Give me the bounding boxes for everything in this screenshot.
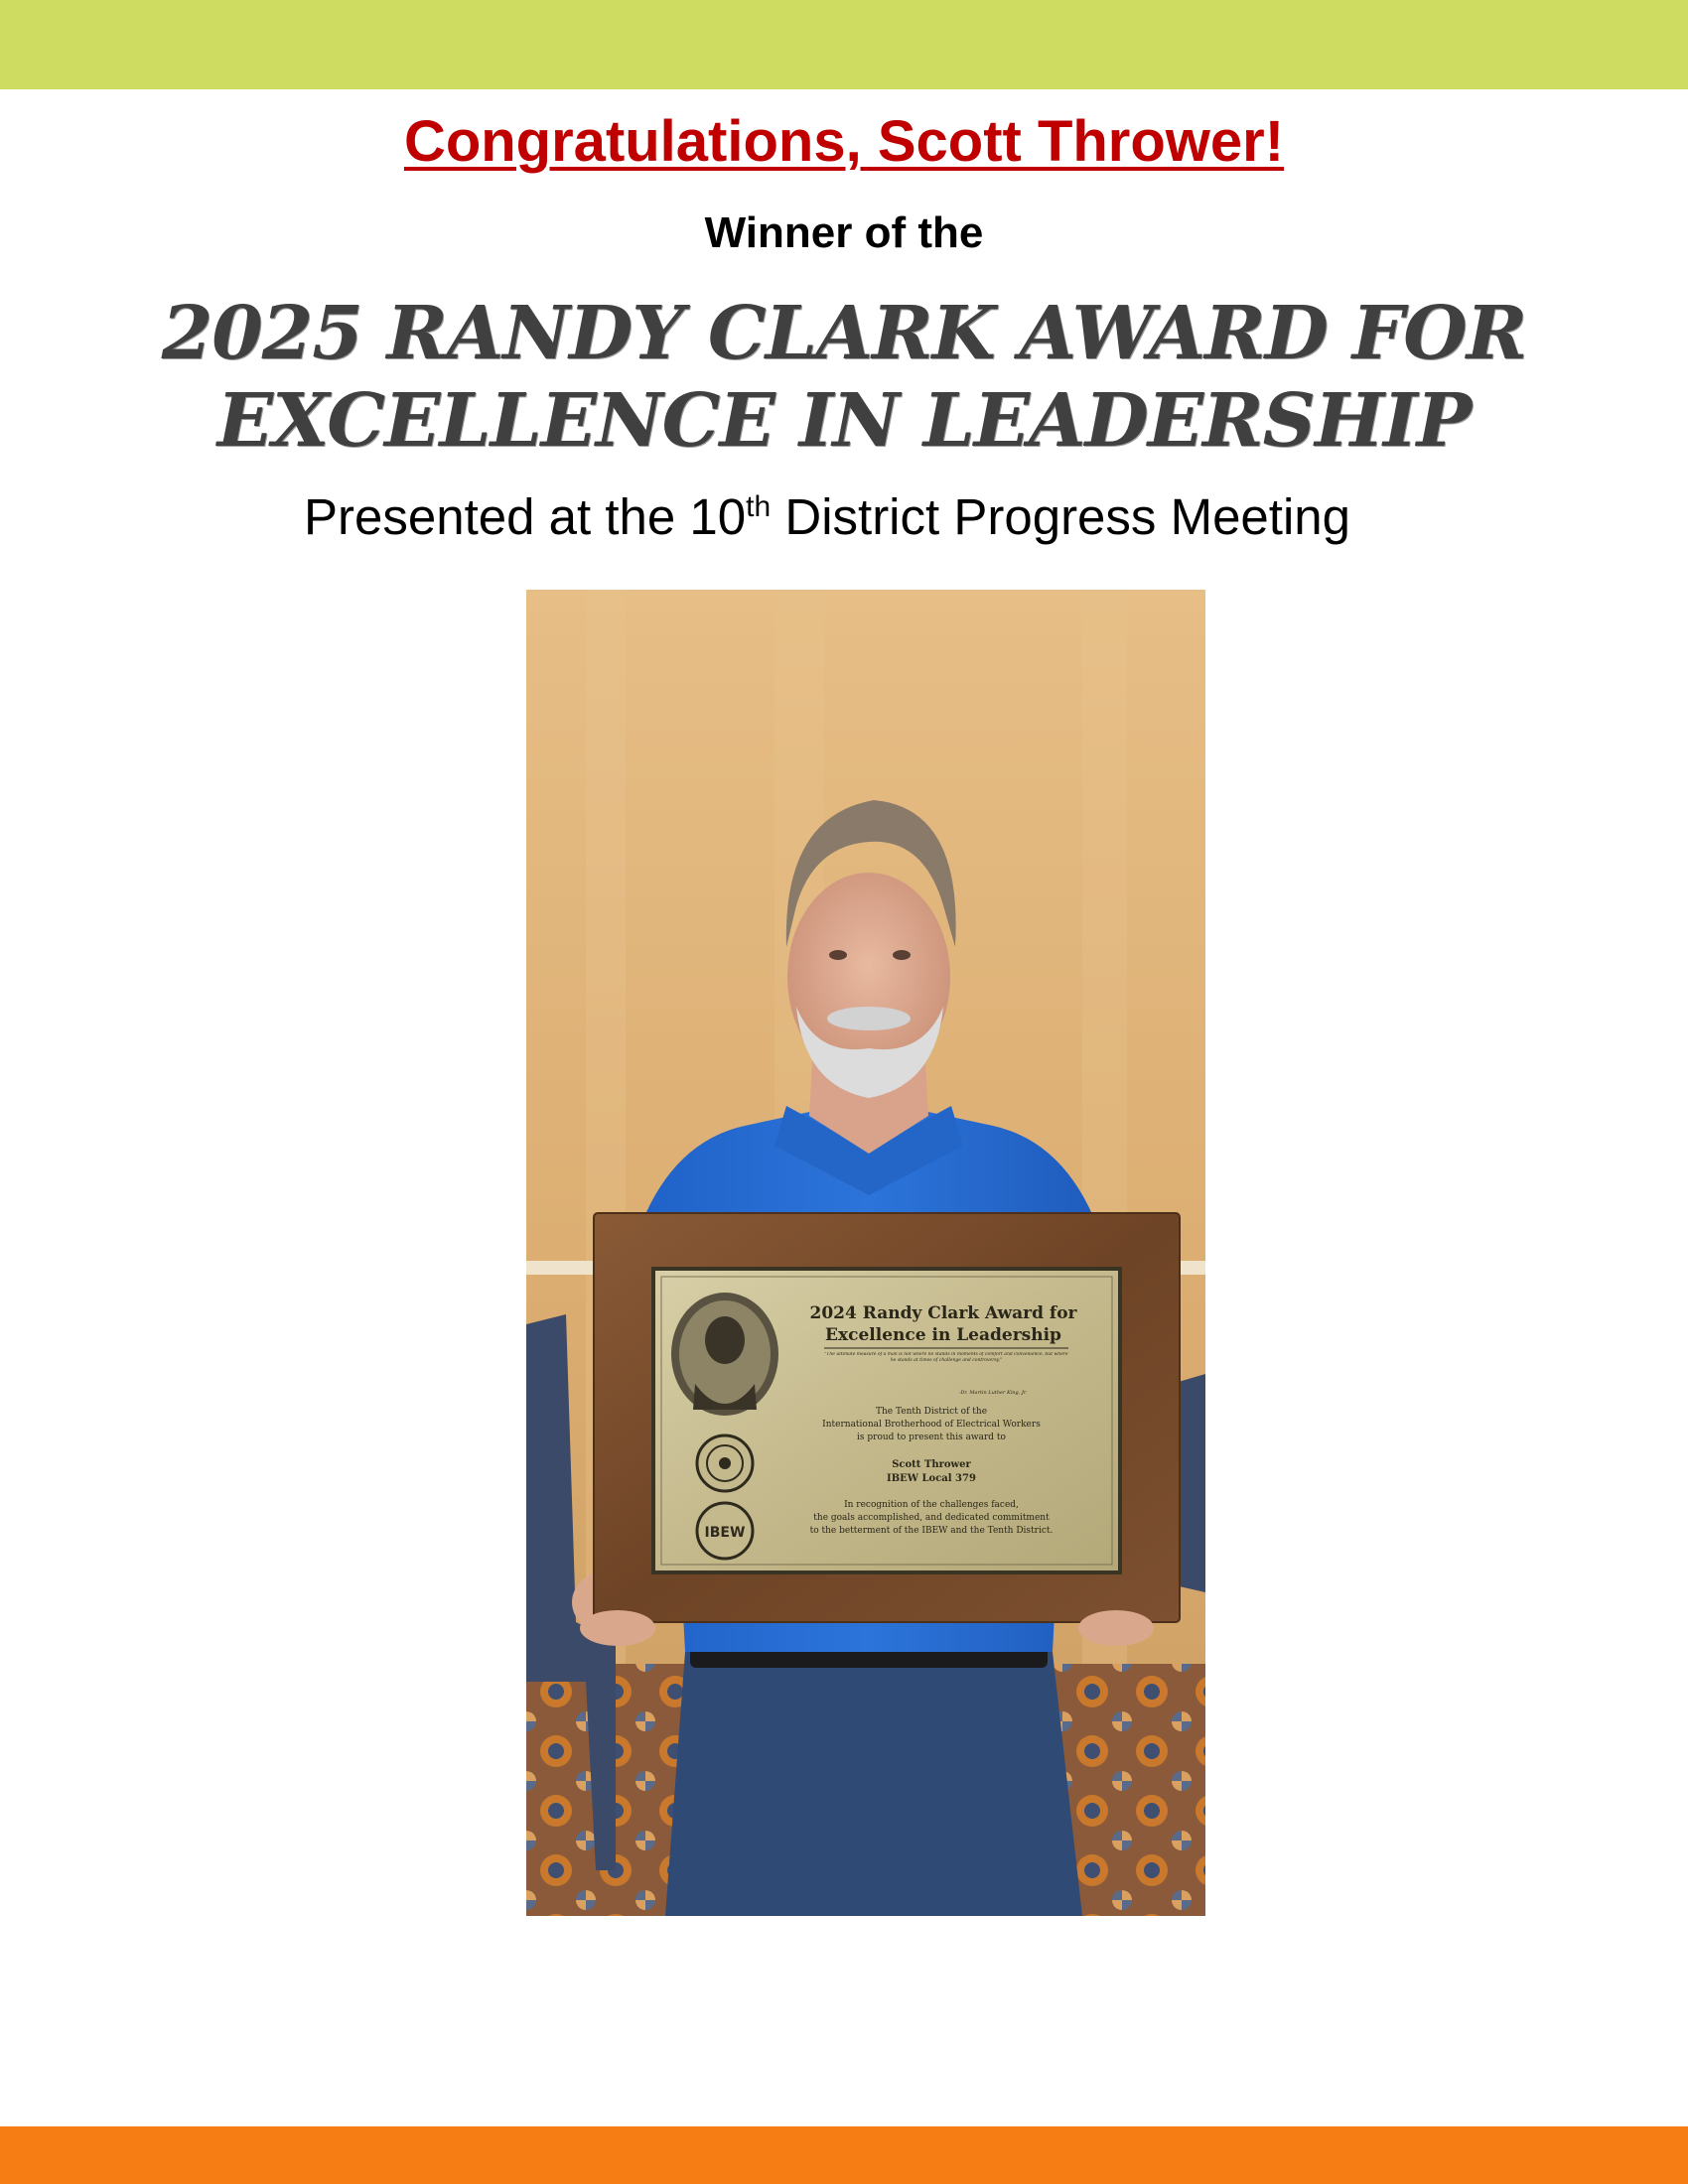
ibew-logo-text: IBEW xyxy=(704,1525,746,1541)
headline xyxy=(0,107,1688,177)
award-title-line-2: EXCELLENCE IN LEADERSHIP xyxy=(216,378,1472,464)
headline-text: Congratulations, Scott Thrower! xyxy=(403,109,1285,174)
plaque-recognition-line-2: the goals accomplished, and dedicated commitment xyxy=(813,1513,1050,1523)
plaque-body-line-1: The Tenth District of the xyxy=(875,1407,988,1417)
plaque-recipient-local: IBEW Local 379 xyxy=(887,1473,976,1484)
plaque-quote: "The ultimate measure of a man is not where he stands in moments of comfort and convenience, but where he stands at times of challenge and controversy." xyxy=(824,1352,1068,1363)
plaque-title-line-1: 2024 Randy Clark Award for xyxy=(809,1303,1077,1323)
presented-line xyxy=(304,486,1495,548)
award-photo xyxy=(526,590,1205,1916)
plaque-recipient-name: Scott Thrower xyxy=(892,1459,971,1470)
subtitle: Winner of the xyxy=(704,208,984,257)
jeans xyxy=(665,1652,1082,1916)
plaque-body-line-2: International Brotherhood of Electrical Workers xyxy=(822,1420,1041,1430)
plaque-title-line-2: Excellence in Leadership xyxy=(825,1325,1061,1345)
plaque-recognition-line-3: to the betterment of the IBEW and the Tenth District. xyxy=(809,1526,1054,1536)
bottom-color-band xyxy=(0,2126,1688,2184)
presented-suffix: District Progress Meeting xyxy=(771,488,1351,545)
award-title-line-1: 2025 RANDY CLARK AWARD FOR xyxy=(161,291,1527,376)
award-title xyxy=(0,290,1688,465)
plaque-recognition-line-1: In recognition of the challenges faced, xyxy=(844,1500,1019,1510)
top-color-band xyxy=(0,0,1688,89)
plaque-quote-attribution: -Dr. Martin Luther King, Jr. xyxy=(958,1390,1028,1396)
presented-ordinal: th xyxy=(746,490,772,523)
presented-prefix: Presented at the 10 xyxy=(304,488,747,545)
plaque-body-line-3: is proud to present this award to xyxy=(857,1433,1006,1442)
